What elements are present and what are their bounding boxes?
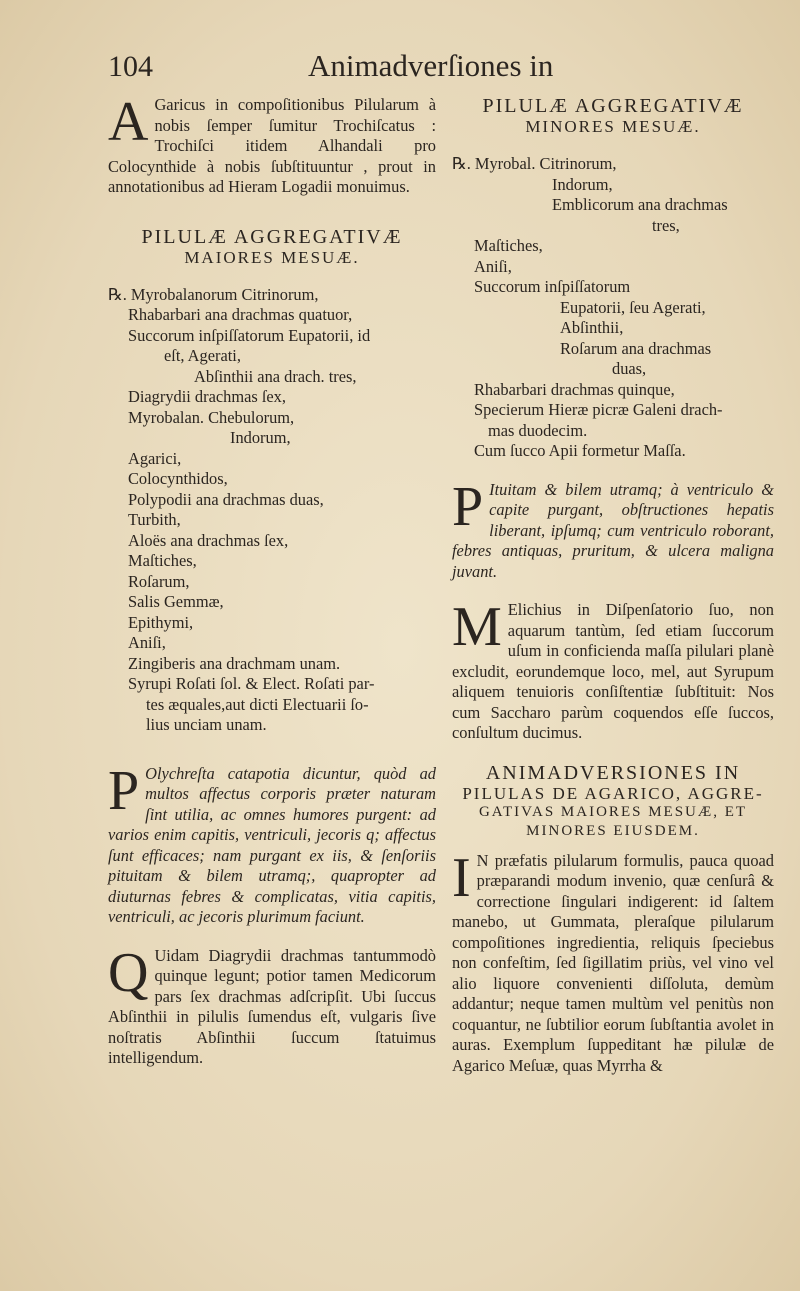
recipe-line: Agarici, <box>128 448 182 468</box>
commentary-paragraph <box>108 759 436 928</box>
recipe-line: Maſtiches, <box>128 551 197 570</box>
recipe-line: Abſinthii ana drach. tres, <box>194 366 357 386</box>
intro-paragraph <box>108 91 436 198</box>
paragraph-text: Uidam Diagrydii drachmas tantummodò quinque legunt; potior tamen Medicorum pars ſex drachmas adſcripſit. Ubi ſuccus Abſinthii in pilulis ſumendus eſt, vulgaris ſive noſtratis Abſinthii ſuccum ſtatuimus intelligendum. <box>108 945 436 1067</box>
recipe-line: Eupatorii, ſeu Agerati, <box>560 297 706 317</box>
recipe-line: Syrupi Roſati ſol. & Elect. Roſati par- <box>128 674 375 693</box>
recipe-line: tres, <box>652 215 680 235</box>
recipe-line: mas duodecim. <box>488 420 588 440</box>
drop-cap: P <box>108 759 140 822</box>
note-paragraph <box>108 941 436 1069</box>
paragraph-text: Olychreſta catapotia dicuntur, quòd ad multos affectus corporis præter naturam ſint utilia, ac omnes humores purgent: ad varios enim capitis, ventriculi, jecoris q; affectus ſunt efficaces; nam purgant ex iis, & ſenſoriis pituitam & bilem utramq;, quapropter ad diuturnas febres & complicatas, vitia capitis, ventriculi, ac jecoris plurimum faciunt. <box>108 763 436 926</box>
paragraph-text: Elichius in Diſpenſatorio ſuo, non aquarum tantùm, ſed etiam ſuccorum uſum in conficienda maſſa pilulari planè excludit, eorundemque loco, mel, aut Syrupum aliquem tenuioris conſiſtentiæ ſubſtituit: Nos cum Saccharo parùm coquendos eſſe ſuccos, conſultum ducimus. <box>452 600 774 742</box>
drop-cap: A <box>108 91 149 153</box>
recipe-line: Specierum Hieræ picræ Galeni drach- <box>474 400 723 419</box>
recipe-line: Aloës ana drachmas ſex, <box>128 530 289 550</box>
section-heading: PILULÆ AGGREGATIVÆ <box>482 95 744 117</box>
recipe-line: Polypodii ana drachmas duas, <box>128 489 324 509</box>
section-subheading: PILULAS DE AGARICO, AGGRE- <box>462 783 764 803</box>
body-paragraph <box>452 846 774 1077</box>
section-subheading: MINORES MESUÆ. <box>525 117 701 136</box>
drop-cap: Q <box>108 941 149 1004</box>
recipe-line: Zingiberis ana drachmam unam. <box>128 653 341 673</box>
recipe-line: Succorum inſpiſſatorum Eupatorii, id <box>128 325 371 345</box>
running-title: Animadverſiones in <box>308 48 554 83</box>
paragraph-text: Garicus in compoſitionibus Pilularum à nobis ſemper ſumitur Trochiſcatus : Trochiſci itidem Alhandali pro Colocynthide à nobis ſubſtituuntur , prout in annotationibus ad Hieram Logadii monuimus. <box>108 95 436 196</box>
page-header <box>108 48 760 88</box>
recipe-line: Rhabarbari ana drachmas quatuor, <box>128 305 353 324</box>
recipe-line: Rhabarbari drachmas quinque, <box>474 379 675 399</box>
recipe-line: duas, <box>612 359 647 378</box>
recipe-line: Maſtiches, <box>474 236 543 255</box>
section-subheading: MAIORES MESUÆ. <box>184 247 360 267</box>
recipe-line: Succorum inſpiſſatorum <box>474 277 631 296</box>
recipe-list <box>108 285 436 736</box>
recipe-line: ℞. Myrobal. Citrinorum, <box>452 154 617 173</box>
recipe-line: Abſinthii, <box>560 318 624 337</box>
drop-cap: I <box>452 846 471 909</box>
recipe-line: Turbith, <box>128 510 181 529</box>
commentary-paragraph <box>452 475 774 583</box>
page-number: 104 <box>108 50 153 83</box>
left-column <box>108 91 436 1069</box>
recipe-line: Salis Gemmæ, <box>128 592 224 611</box>
recipe-line: eſt, Agerati, <box>164 346 241 365</box>
right-column <box>452 95 774 1076</box>
recipe-line: Aniſi, <box>128 633 166 652</box>
drop-cap: P <box>452 475 484 538</box>
recipe-line: Roſarum ana drachmas <box>560 338 712 358</box>
recipe-line: Myrobalan. Chebulorum, <box>128 407 295 427</box>
note-paragraph <box>452 596 774 744</box>
recipe-line: Emblicorum ana drachmas <box>552 195 728 214</box>
recipe-line: lius unciam unam. <box>146 715 267 734</box>
recipe-line: Colocynthidos, <box>128 469 228 488</box>
recipe-line: Roſarum, <box>128 571 190 591</box>
recipe-line: Diagrydii drachmas ſex, <box>128 387 286 406</box>
section-subheading: MINORES EIUSDEM. <box>526 822 700 839</box>
recipe-line: ℞. Myrobalanorum Citrinorum, <box>108 284 319 304</box>
section-heading: PILULÆ AGGREGATIVÆ <box>141 225 403 248</box>
recipe-line: Aniſi, <box>474 256 512 276</box>
recipe-line: Indorum, <box>230 428 291 447</box>
recipe-line: Indorum, <box>552 174 613 194</box>
recipe-line: Cum ſucco Apii formetur Maſſa. <box>474 441 686 460</box>
paragraph-text: N præfatis pilularum formulis, pauca quoad præparandi modum invenio, quæ cenſurâ & correctione ſingulari indigerent: id ſaltem manebo, ut Gummata, pleraſque pilularum compoſitiones ingredientia, reliquis ſpeciebus non confeſtim, ſed ſigillatim priùs, vel vino vel alio liquore convenienti diſſoluta, demùm addantur; neque tamen multùm vel penitùs non coquantur, ne ſubtilior eorum ſubſtantia avolet in auras. Exemplum ſuppeditant hæ pilulæ de Agarico Meſuæ, quas Myrrha & <box>452 850 774 1075</box>
paragraph-text: Ituitam & bilem utramq; à ventriculo & capite purgant, obſtructiones hepatis liberant, ipſumq; cum ventriculo roborant, febres antiquas, pruritum, & ulcera maligna juvant. <box>452 479 774 581</box>
recipe-line: Epithymi, <box>128 612 194 632</box>
section-heading: ANIMADVERSIONES IN <box>485 761 741 784</box>
section-subheading: GATIVAS MAIORES MESUÆ, ET <box>478 803 748 820</box>
drop-cap: M <box>452 596 502 658</box>
recipe-list <box>452 154 774 462</box>
recipe-line: tes æquales,aut dicti Electuarii ſo- <box>146 694 369 714</box>
